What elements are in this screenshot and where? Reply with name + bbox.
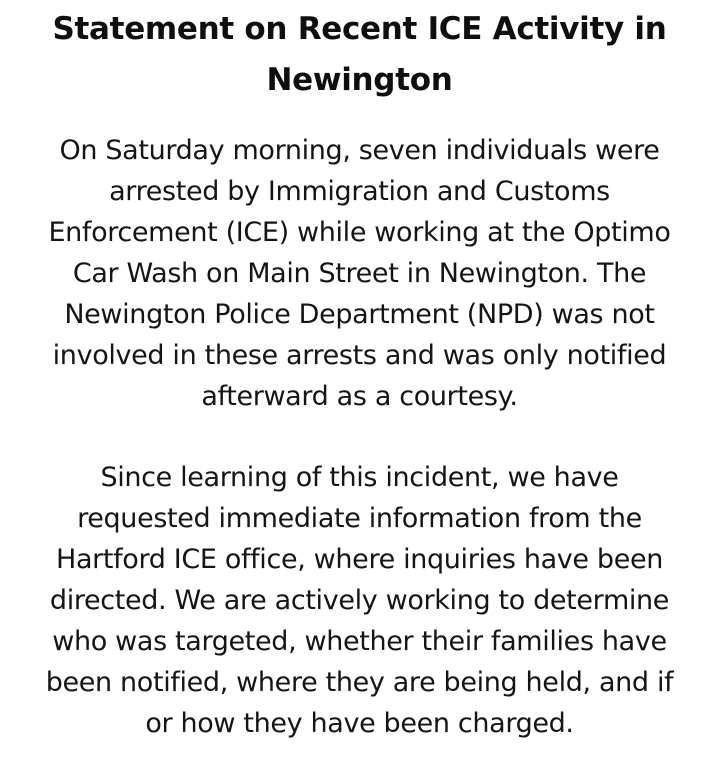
paragraph-line: directed. We are actively working to determine: [49, 585, 670, 616]
paragraph-line: who was targeted, whether their families have: [52, 626, 667, 657]
paragraph-line: Newington Police Department (NPD) was not: [64, 299, 655, 330]
paragraph-arrest-details: [0, 130, 719, 417]
paragraph-line: Enforcement (ICE) while working at the Optimo: [48, 217, 671, 248]
paragraph-line: requested immediate information from the: [77, 503, 642, 534]
paragraph-line: been notified, where they are being held, and if: [45, 667, 674, 698]
paragraph-line: On Saturday morning, seven individuals were: [59, 135, 660, 166]
paragraph-line: Since learning of this incident, we have: [100, 462, 619, 493]
paragraph-line: or how they have been charged.: [145, 708, 574, 739]
title-line: Statement on Recent ICE Activity in: [52, 11, 667, 47]
paragraph-followup: [0, 457, 719, 744]
paragraph-line: afterward as a courtesy.: [201, 381, 518, 412]
paragraph-line: Hartford ICE office, where inquiries have been: [56, 544, 663, 575]
paragraph-line: arrested by Immigration and Customs: [109, 176, 610, 207]
paragraph-line: involved in these arrests and was only notified: [52, 340, 667, 371]
statement-title: [0, 4, 719, 106]
title-line: Newington: [266, 62, 453, 98]
paragraph-line: Car Wash on Main Street in Newington. The: [72, 258, 647, 289]
